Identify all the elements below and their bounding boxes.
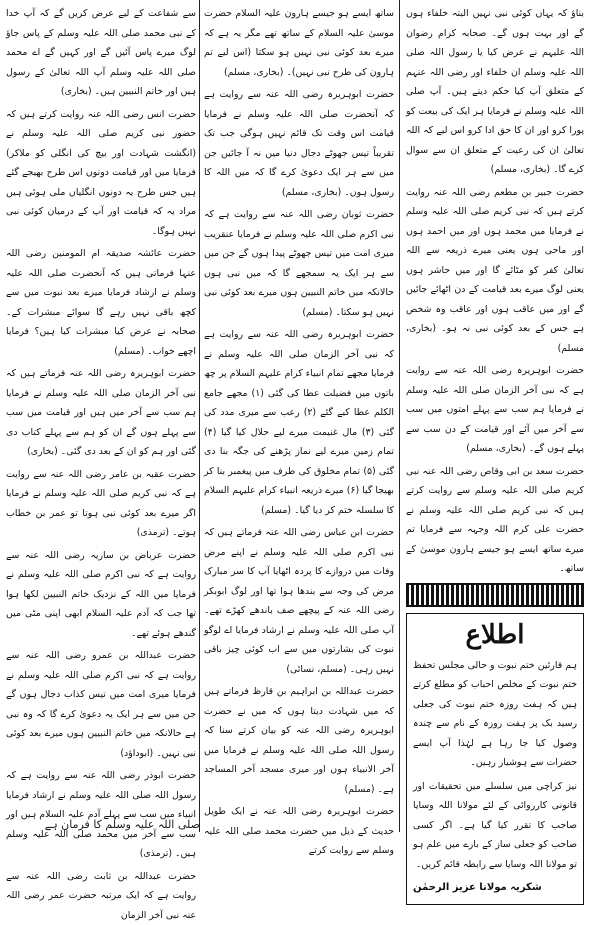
hadith-paragraph: حضرت عائشہ صدیقہ ام المومنین رضی اللہ عنہا فرماتی ہیں کہ آنحضرت صلی اللہ علیہ وسلم نے ارشاد فرمایا میرے بعد نبوت میں سے کچھ باقی نہیں رہے گا سوائے مبشرات کے۔ صحابہ نے عرض کیا مبشرات کیا ہیں؟ فرمایا اچھے خواب۔ (مسلم)	[6, 244, 196, 361]
hadith-paragraph: حضرت عقبہ بن عامر رضی اللہ عنہ سے روایت ہے کہ نبی کریم صلی اللہ علیہ وسلم نے فرمایا اگر میرے بعد کوئی نبی ہوتا تو عمر بن خطاب ہوتے۔ (ترمذی)	[6, 465, 196, 543]
column-divider	[399, 0, 400, 832]
hadith-paragraph: حضرت سعد بن ابی وقاص رضی اللہ عنہ نبی کریم صلی اللہ علیہ وسلم سے روایت کرتے ہیں کہ نبی کریم صلی اللہ علیہ وسلم نے حضرت علی کرم اللہ وجہہ سے فرمایا تم میرے ساتھ ایسے ہو جیسے ہارون موسیٰ کے ساتھ۔	[406, 462, 584, 579]
hadith-paragraph: حضرت عبداللہ بن ابراہیم بن قارظ فرماتے ہیں کہ میں شہادت دیتا ہوں کہ میں نے حضرت ابوہریرہ رضی اللہ عنہ کو بیان کرتے سنا کہ رسول اللہ صلی اللہ علیہ وسلم نے فرمایا میں آخر الانبیاء ہوں اور میری مسجد آخر المساجد ہے۔ (مسلم)	[204, 682, 394, 799]
left-column	[6, 4, 196, 832]
hadith-paragraph: حضرت ابوذر رضی اللہ عنہ سے روایت ہے کہ رسول اللہ صلی اللہ علیہ وسلم نے ارشاد فرمایا انبیاء میں سب سے پہلے آدم علیہ السلام ہیں اور سب سے آخر میں محمد صلی اللہ علیہ وسلم ہیں۔ (ترمذی)	[6, 766, 196, 864]
hadith-paragraph: حضرت ابوہریرہ رضی اللہ عنہ سے روایت ہے کہ نبی آخر الزمان صلی اللہ علیہ وسلم نے فرمایا ہم سب سے پہلے امتوں میں سب سے آخر میں آئے اور قیامت کے دن سب سے پہلے ہوں گے۔ (بخاری، مسلم)	[406, 361, 584, 459]
notice-body	[413, 656, 577, 898]
hadith-paragraph: ساتھ ایسے ہو جیسے ہارون علیہ السلام حضرت موسیٰ علیہ السلام کے ساتھ تھے مگر یہ ہے کہ میرے بعد کوئی نبی نہیں ہو سکتا (اس لیے تم ہارون کی طرح نبی نہیں)۔ (بخاری، مسلم)	[204, 4, 394, 82]
notice-paragraph: ہم قارئین ختم نبوت و حالی مجلس تحفظ ختم نبوت کے مخلص احباب کو مطلع کرتے ہیں کہ ہفت روزہ ختم نبوت کی جعلی رسید بک پر ہفت روزہ کے نام سے چندہ وصول کیا جا رہا ہے لہٰذا آپ ایسے حضرات سے ہوشیار رہیں۔	[413, 656, 577, 773]
middle-column	[204, 4, 394, 832]
hadith-paragraph: حضرت جبیر بن مطعم رضی اللہ عنہ روایت کرتے ہیں کہ نبی کریم صلی اللہ علیہ وسلم نے فرمایا میں محمد ہوں اور میں احمد ہوں اور ماحی ہوں یعنی میرے ذریعہ سے اللہ تعالیٰ کفر کو مٹائے گا اور میں حاشر ہوں یعنی لوگ میرے بعد قیامت کے دن اٹھائے جائیں گے اور میں عاقب ہوں اور عاقب وہ شخص ہے جس کے بعد کوئی نبی نہ ہو۔ (بخاری، مسلم)	[406, 183, 584, 359]
hadith-paragraph: حضرت انس رضی اللہ عنہ روایت کرتے ہیں کہ حضور نبی کریم صلی اللہ علیہ وسلم نے (انگشت شہادت اور بیچ کی انگلی کو ملاکر) فرمایا میں اور قیامت دونوں اس طرح بھیجے گئے ہیں جس طرح یہ دونوں انگلیاں ملی ہوئی ہیں مراد یہ کہ قیامت اور آپ کے درمیان کوئی نبی نہیں ہوگا۔	[6, 105, 196, 242]
notice-title: اطلاع	[413, 618, 577, 652]
hadith-paragraph: حضرت ابوہریرہ رضی اللہ عنہ نے ایک طویل حدیث کے ذیل میں حضرت محمد صلی اللہ علیہ وسلم سے روایت کرتے	[204, 802, 394, 861]
notice-paragraph: نیز کراچی میں سلسلے میں تحقیقات اور قانونی کارروائی کے لئے مولانا اللہ وسایا صاحب کا تقرر کیا گیا ہے۔ اگر کسی صاحب کو جعلی ساز کے بارے میں علم ہو تو مولانا اللہ وسایا سے رابطہ قائم کریں۔	[413, 777, 577, 875]
hadith-paragraph: حضرت ابوہریرہ رضی اللہ عنہ سے روایت ہے کہ نبی آخر الزمان صلی اللہ علیہ وسلم نے فرمایا مجھے تمام انبیاء کرام علیہم السلام پر چھ باتوں میں فضیلت عطا کی گئی (۱) مجھے جامع الکلم عطا کیے گئے (۲) رعب سے میری مدد کی گئی (۳) مال غنیمت میرے لیے حلال کیا گیا (۴) تمام زمین میرے لیے نماز پڑھنے کی جگہ بنا دی گئی (۵) تمام مخلوق کی طرف میں پیغمبر بنا کر بھیجا گیا (۶) میرے ذریعہ انبیاء کرام علیہم السلام کا سلسلہ ختم کر دیا گیا۔ (مسلم)	[204, 325, 394, 520]
hadith-paragraph: حضرت عبداللہ بن عمرو رضی اللہ عنہ سے روایت ہے کہ نبی اکرم صلی اللہ علیہ وسلم نے فرمایا میری امت میں تیس کذاب دجال ہوں گے جن میں سے ہر ایک یہ دعویٰ کرے گا کہ وہ نبی ہے حالانکہ میں خاتم النبیین ہوں میرے بعد کوئی نبی نہیں۔ (ابوداؤد)	[6, 646, 196, 763]
notice-signature: شکریہ مولانا عزیز الرحمٰن	[413, 878, 577, 898]
hadith-paragraph: سے شفاعت کے لیے عرض کریں گے کہ آپ خدا کے نبی محمد صلی اللہ علیہ وسلم کے پاس جاؤ لوگ میرے پاس آئیں گے اور کہیں گے اے محمد صلی اللہ علیہ وسلم آپ اللہ تعالیٰ کے رسول ہیں اور خاتم النبیین ہیں۔ (بخاری)	[6, 4, 196, 102]
notice-box	[406, 613, 584, 905]
hadith-paragraph: حضرت عرباض بن ساریہ رضی اللہ عنہ سے روایت ہے کہ نبی اکرم صلی اللہ علیہ وسلم نے فرمایا میں اللہ کے نزدیک خاتم النبیین لکھا ہوا تھا جب کہ آدم علیہ السلام ابھی اپنی مٹی میں گندھے ہوئے تھے۔	[6, 546, 196, 644]
right-column	[406, 4, 584, 832]
column-divider	[199, 0, 200, 832]
hadith-paragraph: حضرت ابن عباس رضی اللہ عنہ فرماتے ہیں کہ نبی اکرم صلی اللہ علیہ وسلم نے اپنے مرض وفات میں دروازے کا پردہ اٹھایا آپ کا سر مبارک مرض کی وجہ سے بندھا ہوا تھا اور لوگ ابوبکر رضی اللہ عنہ کے پیچھے صف باندھے کھڑے تھے۔ آپ صلی اللہ علیہ وسلم نے ارشاد فرمایا اے لوگو نبوت کی بشارتوں میں سے اب کوئی چیز باقی نہیں رہی۔ (مسلم، نسائی)	[204, 523, 394, 679]
hadith-paragraph: حضرت ابوہریرہ رضی اللہ عنہ سے روایت ہے کہ آنحضرت صلی اللہ علیہ وسلم نے فرمایا قیامت اس وقت تک قائم نہیں ہوگی جب تک تقریباً تیس جھوٹے دجال دنیا میں نہ آ جائیں جن میں سے ہر ایک دعویٰ کرے گا کہ میں اللہ کا رسول ہوں۔ (بخاری، مسلم)	[204, 85, 394, 202]
hadith-paragraph: حضرت ثوبان رضی اللہ عنہ سے روایت ہے کہ نبی اکرم صلی اللہ علیہ وسلم نے فرمایا عنقریب میری امت میں تیس جھوٹے پیدا ہوں گے جن میں سے ہر ایک یہ سمجھے گا کہ میں نبی ہوں حالانکہ میں خاتم النبیین ہوں میرے بعد کوئی نبی نہیں ہو سکتا۔ (مسلم)	[204, 205, 394, 322]
hadith-paragraph: بناؤ کہ یہاں کوئی نبی نہیں البتہ خلفاء ہوں گے اور بہت ہوں گے۔ صحابہ کرام رضوان اللہ علیہم نے عرض کیا یا رسول اللہ صلی اللہ علیہ وسلم ان خلفاء اور رضی اللہ عنہم کے متعلق آپ کیا حکم دیتے ہیں۔ آپ صلی اللہ علیہ وسلم نے فرمایا ہر ایک کی بیعت کو پورا کرو اور ان کا حق ادا کرو اس لیے کہ اللہ تعالیٰ ان کی رعیت کے متعلق ان سے سوال کرے گا۔ (بخاری، مسلم)	[406, 4, 584, 180]
hadith-paragraph: حضرت ابوہریرہ رضی اللہ عنہ فرماتے ہیں کہ نبی آخر الزمان صلی اللہ علیہ وسلم نے فرمایا ہم سب سے آخر میں ہیں اور قیامت میں سب سے پہلے ہوں گے ان کو ہم سے پہلے کتاب دی گئی اور ہم کو ان کے بعد دی گئی۔ (بخاری)	[6, 364, 196, 462]
hadith-paragraph: حضرت عبداللہ بن ثابت رضی اللہ عنہ سے روایت ہے کہ ایک مرتبہ حضرت عمر رضی اللہ عنہ نبی آخر الزمان	[6, 867, 196, 925]
footer-fragment: صلی اللہ علیہ وسلم کا فرمان ہے	[0, 818, 200, 832]
ornamental-border	[406, 583, 584, 607]
